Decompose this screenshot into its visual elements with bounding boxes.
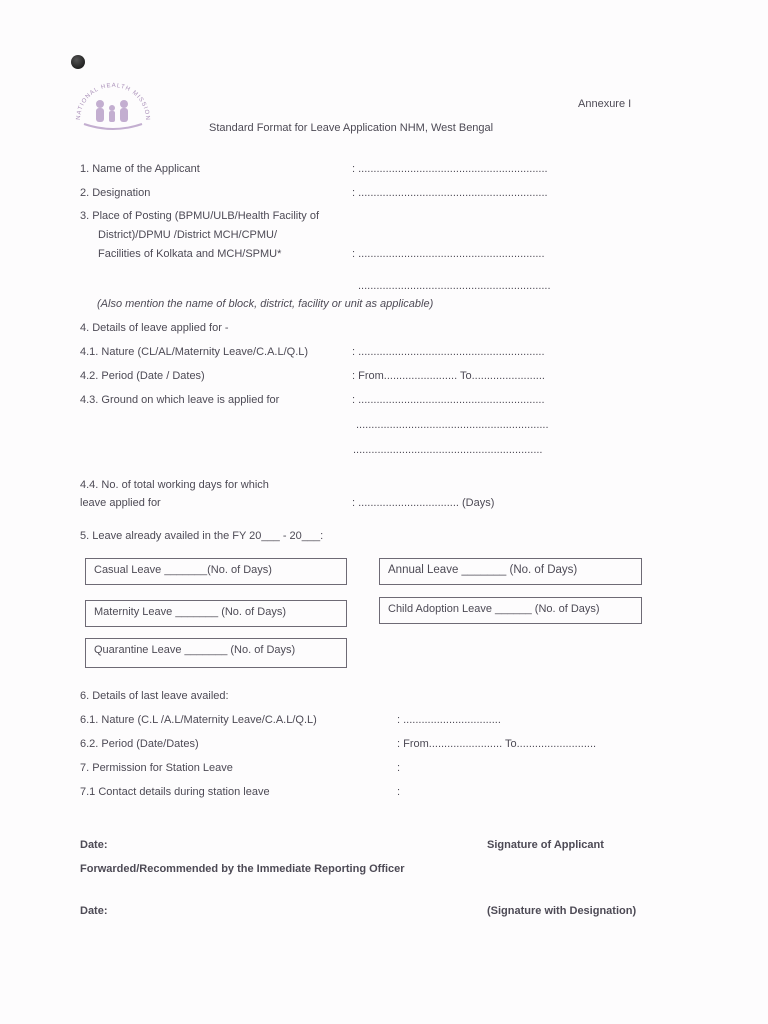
annexure-label: Annexure I: [578, 98, 632, 110]
quarantine-leave-box[interactable]: Quarantine Leave _______ (No. of Days): [85, 638, 347, 668]
maternity-leave-box[interactable]: Maternity Leave _______ (No. of Days): [85, 600, 347, 627]
section-4-heading: 4. Details of leave applied for -: [80, 322, 229, 334]
logo-text: NATIONAL HEALTH MISSION: [75, 82, 151, 122]
field-nature-value[interactable]: : .............................................................: [352, 346, 545, 358]
forwarded-label: Forwarded/Recommended by the Immediate Reporting Officer: [80, 863, 405, 875]
field-ground-value-2[interactable]: ...............................................................: [356, 419, 549, 431]
annual-leave-box[interactable]: Annual Leave _______ (No. of Days): [379, 558, 642, 585]
station-leave-value[interactable]: :: [397, 762, 401, 774]
section-5-heading: 5. Leave already availed in the FY 20___ - 20___:: [80, 530, 324, 542]
field-days-value[interactable]: : ................................. (Days): [352, 497, 495, 509]
field-ground-value-1[interactable]: : .............................................................: [352, 394, 545, 406]
field-name-value[interactable]: : ..............................................................: [352, 163, 548, 175]
contact-details-label: 7.1 Contact details during station leave: [80, 786, 270, 798]
field-ground-value-3[interactable]: ..............................................................: [353, 444, 543, 456]
nhm-logo: [70, 78, 156, 134]
field-posting-label-1: 3. Place of Posting (BPMU/ULB/Health Facility of: [80, 210, 320, 222]
last-nature-label: 6.1. Nature (C.L /A.L/Maternity Leave/C.A.L/Q.L): [80, 714, 317, 726]
last-nature-value[interactable]: : ................................: [397, 714, 501, 726]
field-name-label: 1. Name of the Applicant: [80, 163, 200, 175]
field-posting-label-3: Facilities of Kolkata and MCH/SPMU*: [98, 248, 282, 260]
punch-hole: [71, 55, 85, 69]
last-period-value[interactable]: : From........................ To..........................: [397, 738, 597, 750]
field-days-label-1: 4.4. No. of total working days for which: [80, 479, 269, 491]
field-period-label: 4.2. Period (Date / Dates): [80, 370, 205, 382]
child-adoption-leave-box[interactable]: Child Adoption Leave ______ (No. of Days): [379, 597, 642, 624]
last-period-label: 6.2. Period (Date/Dates): [80, 738, 199, 750]
station-leave-label: 7. Permission for Station Leave: [80, 762, 233, 774]
field-posting-note: (Also mention the name of block, district, facility or unit as applicable): [97, 298, 434, 310]
casual-leave-box[interactable]: Casual Leave _______(No. of Days): [85, 558, 347, 585]
field-period-value[interactable]: : From........................ To........................: [352, 370, 545, 382]
field-posting-value-2[interactable]: ...............................................................: [358, 280, 551, 292]
field-ground-label: 4.3. Ground on which leave is applied for: [80, 394, 280, 406]
field-designation-value[interactable]: : ..............................................................: [352, 187, 548, 199]
contact-details-value[interactable]: :: [397, 786, 401, 798]
date-label-1: Date:: [80, 839, 108, 851]
field-posting-value-1[interactable]: : .............................................................: [352, 248, 545, 260]
date-label-2: Date:: [80, 905, 108, 917]
section-6-heading: 6. Details of last leave availed:: [80, 690, 229, 702]
field-nature-label: 4.1. Nature (CL/AL/Maternity Leave/C.A.L/Q.L): [80, 346, 309, 358]
field-designation-label: 2. Designation: [80, 187, 151, 199]
signature-designation: (Signature with Designation): [487, 905, 637, 917]
form-title: Standard Format for Leave Application NHM, West Bengal: [209, 122, 494, 134]
field-days-label-2: leave applied for: [80, 497, 161, 509]
signature-applicant: Signature of Applicant: [487, 839, 604, 851]
field-posting-label-2: District)/DPMU /District MCH/CPMU/: [98, 229, 278, 241]
